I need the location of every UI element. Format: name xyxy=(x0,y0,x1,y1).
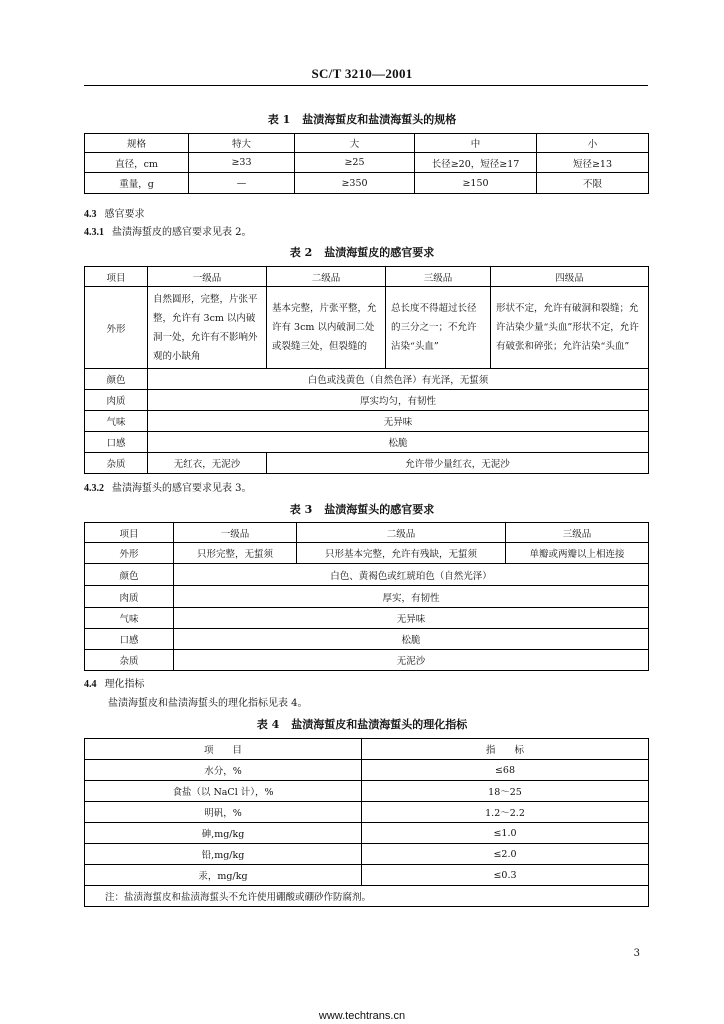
table-cell: 砷,mg/kg xyxy=(85,823,362,844)
table-row xyxy=(85,586,649,608)
table3-caption xyxy=(0,501,724,517)
section-title: 理化指标 xyxy=(104,679,145,690)
table-cell: 18～25 xyxy=(362,781,649,802)
table3-sensory-requirements-head xyxy=(84,522,649,671)
paragraph-text: 盐渍海蜇头的感官要求见表 3。 xyxy=(112,483,252,494)
table-cell: 只形基本完整，允许有残缺，无蜇须 xyxy=(297,543,506,564)
paragraph-text: 盐渍海蜇皮的感官要求见表 2。 xyxy=(112,227,252,238)
table3-caption-number: 表 3 xyxy=(289,503,313,516)
table3-caption-title: 盐渍海蜇头的感官要求 xyxy=(324,503,435,516)
table-cell: 肉质 xyxy=(85,586,174,608)
table-cell: 杂质 xyxy=(85,650,174,671)
page-number: 3 xyxy=(633,948,640,959)
table-header-cell: 三级品 xyxy=(506,523,649,543)
table-row xyxy=(85,802,649,823)
table2-sensory-requirements-skin xyxy=(84,266,649,474)
table-header-cell: 三级品 xyxy=(386,267,491,287)
table4-caption-title: 盐渍海蜇皮和盐渍海蜇头的理化指标 xyxy=(291,718,468,731)
section-4-3-2-paragraph xyxy=(84,479,252,494)
table-cell: 只形完整，无蜇须 xyxy=(174,543,297,564)
section-4-3-1-paragraph xyxy=(84,223,252,238)
table-cell: 食盐（以 NaCl 计），% xyxy=(85,781,362,802)
table-header-cell: 指 标 xyxy=(362,739,649,760)
section-number: 4.4 xyxy=(84,679,97,690)
table-header-row xyxy=(85,523,649,543)
table-note: 注：盐渍海蜇皮和盐渍海蜇头不允许使用硼酸或硼砂作防腐剂。 xyxy=(85,886,649,907)
table-cell: ≥33 xyxy=(189,153,295,173)
table-row xyxy=(85,453,649,474)
table-header-cell: 一级品 xyxy=(174,523,297,543)
table-cell: 外形 xyxy=(85,543,174,564)
table-cell: ≤68 xyxy=(362,760,649,781)
table4-caption xyxy=(0,716,724,732)
table-cell: 外形 xyxy=(85,287,148,369)
table2-caption-number: 表 2 xyxy=(289,246,313,259)
table-header-cell: 规格 xyxy=(85,134,189,153)
table-cell: 1.2～2.2 xyxy=(362,802,649,823)
section-4-4-heading xyxy=(84,675,145,690)
table2-caption xyxy=(0,244,724,260)
table-header-cell: 特大 xyxy=(189,134,295,153)
table-header-cell: 小 xyxy=(537,134,649,153)
section-4-3-heading xyxy=(84,205,145,220)
table1-specifications xyxy=(84,133,649,194)
table4-caption-number: 表 4 xyxy=(256,718,280,731)
table-row xyxy=(85,608,649,629)
table-cell: 松脆 xyxy=(174,629,649,650)
table-header-cell: 二级品 xyxy=(297,523,506,543)
table-cell: 长径≥20，短径≥17 xyxy=(415,153,537,173)
table-row xyxy=(85,823,649,844)
table-row xyxy=(85,411,649,432)
table-cell: 白色、黄褐色或红琥珀色（自然光泽） xyxy=(174,564,649,586)
table-header-cell: 项 目 xyxy=(85,739,362,760)
table-cell: 无异味 xyxy=(148,411,649,432)
table-cell: 颜色 xyxy=(85,564,174,586)
table-header-cell: 二级品 xyxy=(267,267,386,287)
table-cell: 自然圆形，完整，片张平整，允许有 3cm 以内破洞一处，允许有不影响外观的小缺角 xyxy=(148,287,267,369)
table-row xyxy=(85,153,649,173)
table-cell: 汞，mg/kg xyxy=(85,865,362,886)
table-row xyxy=(85,173,649,194)
table-cell: 允许带少量红衣，无泥沙 xyxy=(267,453,649,474)
table-cell: 厚实均匀，有韧性 xyxy=(148,390,649,411)
section-number: 4.3.1 xyxy=(84,227,104,238)
table-cell: 松脆 xyxy=(148,432,649,453)
table-cell: 白色或浅黄色（自然色泽）有光泽，无蜇须 xyxy=(148,369,649,390)
table-row xyxy=(85,865,649,886)
table-header-cell: 一级品 xyxy=(148,267,267,287)
table-cell: 颜色 xyxy=(85,369,148,390)
table-row xyxy=(85,432,649,453)
table-row xyxy=(85,781,649,802)
section-number: 4.3.2 xyxy=(84,483,104,494)
table1-caption xyxy=(0,111,724,127)
table-cell: ≥25 xyxy=(295,153,415,173)
table-row xyxy=(85,564,649,586)
table-cell: — xyxy=(189,173,295,194)
table-cell: 总长度不得超过长径的三分之一；不允许沾染“头血” xyxy=(386,287,491,369)
table-cell: 基本完整，片张平整，允许有 3cm 以内破洞二处或裂缝三处，但裂缝的 xyxy=(267,287,386,369)
table2-caption-title: 盐渍海蜇皮的感官要求 xyxy=(324,246,435,259)
document-code-header: SC/T 3210—2001 xyxy=(311,66,413,81)
table-note-row xyxy=(85,886,649,907)
table-header-row xyxy=(85,267,649,287)
table-header-cell: 项目 xyxy=(85,267,148,287)
table-header-row xyxy=(85,739,649,760)
table1-caption-title: 盐渍海蜇皮和盐渍海蜇头的规格 xyxy=(302,113,457,126)
table-cell: ≤1.0 xyxy=(362,823,649,844)
table-header-cell: 大 xyxy=(295,134,415,153)
table-cell: ≤2.0 xyxy=(362,844,649,865)
table-cell: ≥350 xyxy=(295,173,415,194)
section-title: 感官要求 xyxy=(104,209,145,220)
table-cell: 单瓣或两瓣以上相连接 xyxy=(506,543,649,564)
table-cell: 无红衣，无泥沙 xyxy=(148,453,267,474)
table-cell: 水分，% xyxy=(85,760,362,781)
table-cell: 厚实，有韧性 xyxy=(174,586,649,608)
table-cell: 口感 xyxy=(85,629,174,650)
table-cell: 重量，g xyxy=(85,173,189,194)
table-cell: 铅,mg/kg xyxy=(85,844,362,865)
table-row xyxy=(85,543,649,564)
table-cell: 无泥沙 xyxy=(174,650,649,671)
table-cell: 明矾，% xyxy=(85,802,362,823)
table-row xyxy=(85,369,649,390)
table-cell: ≤0.3 xyxy=(362,865,649,886)
table4-physicochemical-indicators xyxy=(84,738,649,907)
table-cell: 形状不定，允许有破洞和裂缝；允许沾染少量“头血”形状不定，允许有破张和碎张；允许沾染“头血” xyxy=(491,287,649,369)
table-row xyxy=(85,650,649,671)
table-cell: 口感 xyxy=(85,432,148,453)
section-number: 4.3 xyxy=(84,209,97,220)
table-cell: 直径，cm xyxy=(85,153,189,173)
table-cell: 短径≥13 xyxy=(537,153,649,173)
table-header-cell: 中 xyxy=(415,134,537,153)
table-cell: 不限 xyxy=(537,173,649,194)
table-cell: ≥150 xyxy=(415,173,537,194)
table-header-cell: 四级品 xyxy=(491,267,649,287)
table-row xyxy=(85,629,649,650)
table-cell: 气味 xyxy=(85,411,148,432)
table1-caption-number: 表 1 xyxy=(267,113,291,126)
table-header-row xyxy=(85,134,649,153)
section-4-4-paragraph: 盐渍海蜇皮和盐渍海蜇头的理化指标见表 4。 xyxy=(108,698,308,709)
table-row xyxy=(85,844,649,865)
footer-url-link[interactable]: www.techtrans.cn xyxy=(318,1010,406,1022)
table-cell: 无异味 xyxy=(174,608,649,629)
header-rule xyxy=(84,85,648,86)
table-cell: 肉质 xyxy=(85,390,148,411)
table-row xyxy=(85,287,649,369)
table-row xyxy=(85,760,649,781)
table-row xyxy=(85,390,649,411)
table-header-cell: 项目 xyxy=(85,523,174,543)
table-cell: 气味 xyxy=(85,608,174,629)
table-cell: 杂质 xyxy=(85,453,148,474)
